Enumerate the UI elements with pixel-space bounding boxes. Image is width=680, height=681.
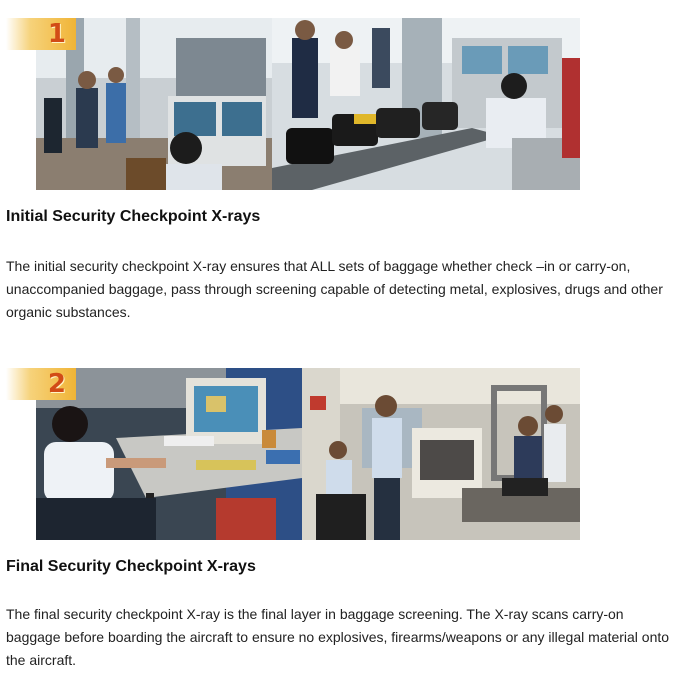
section-number: 1 [47,19,66,49]
section-heading: Final Security Checkpoint X-rays [6,558,256,575]
photo-strip-final [36,368,580,540]
section-heading: Initial Security Checkpoint X-rays [6,208,261,225]
section-body: The final security checkpoint X-ray is the final layer in baggage screening. The X-ray scans carry-on baggage before boarding the aircraft to ensure no explosives, firearms/weapons or any illegal material onto the aircraft. [6,606,670,668]
section-number-badge [6,18,76,50]
section-number-badge [6,368,76,400]
photo-strip-initial [36,18,580,190]
photo-initial-baggage-belt [272,18,580,190]
section-body: The initial security checkpoint X-ray ensures that ALL sets of baggage whether check –in or carry-on, unaccompanied baggage, pass through screening capable of detecting metal, explosives, drugs and other organic substances. [6,258,663,320]
photo-final-xray-machine [302,368,580,540]
section-number: 2 [47,369,66,399]
